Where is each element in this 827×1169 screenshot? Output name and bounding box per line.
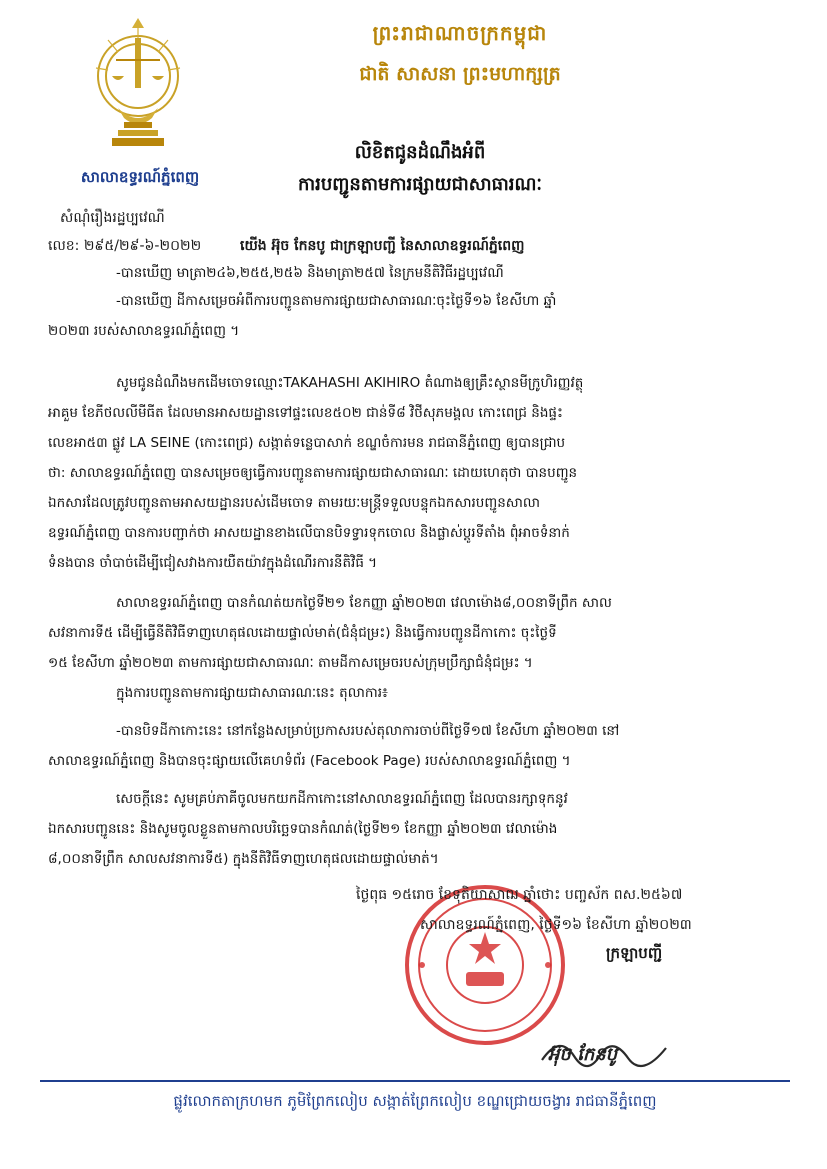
body-line: ក្នុងការបញ្ជូនតាមការផ្សាយជាសាធារណៈនេះ តុលាការ៖ — [116, 685, 388, 701]
body-line: ៨,០០នាទីព្រឹក សាលសវនាការទី៥) ក្នុងនីតិវិធីទាញហេតុផលដោយផ្ទាល់មាត់។ — [48, 851, 439, 867]
body-line: ថា: សាលាឧទ្ធរណ៍ភ្នំពេញ បានសម្រេចឲ្យធ្វើការបញ្ជូនតាមការផ្សាយជាសាធារណៈ ដោយហេតុថា បានបញ្ជូន — [48, 465, 578, 481]
clerk-intro-line: យើង អ៊ុច កែនបូ ជាក្រឡាបញ្ជី នៃសាលាឧទ្ធរណ៍ភ្នំពេញ — [240, 238, 525, 254]
body-line: លេខអា៥៣ ផ្លូវ LA SEINE (កោះពេជ្រ) សង្កាត់ទន្លេបាសាក់ ខណ្ឌចំការមន រាជធានីភ្នំពេញ ឲ្យបានជ្រាប — [48, 435, 566, 451]
body-line: សាលាឧទ្ធរណ៍ភ្នំពេញ និងបានចុះផ្សាយលើគេហទំព័រ (Facebook Page) របស់សាលាឧទ្ធរណ៍ភ្នំពេញ ។ — [48, 753, 571, 769]
body-line: -បានឃើញ ដីកាសម្រេចអំពីការបញ្ជូនតាមការផ្សាយជាសាធារណៈចុះថ្ងៃទី១៦ ខែសីហា ឆ្នាំ — [116, 293, 557, 309]
body-line: សូមជូនដំណឹងមកដើមចោទឈ្មោះTAKAHASHI AKIHIRO តំណាងឲ្យគ្រឹះស្ថានមីក្រូហិរញ្ញវត្ថុ — [116, 375, 584, 391]
national-motto: ជាតិ សាសនា ព្រះមហាក្សត្រ — [359, 63, 561, 85]
body-line: សេចក្តីនេះ សូមគ្រប់ភាគីចូលមកយកដីកាកោះនៅសាលាឧទ្ធរណ៍ភ្នំពេញ ដែលបានរក្សាទុកនូវ — [116, 791, 568, 807]
place-and-date: សាលាឧទ្ធរណ៍ភ្នំពេញ, ថ្ងៃទី១៦ ខែសីហា ឆ្នាំ២០២៣ — [420, 917, 692, 933]
body-line: ឯកសារបញ្ជូននេះ និងសូមចូលខ្លួនតាមកាលបរិច្ឆេទបានកំណត់(ថ្ងៃទី២១ ខែកញ្ញា ឆ្នាំ២០២៣ វេលាម៉ោង — [48, 821, 558, 837]
body-line: សាលាឧទ្ធរណ៍ភ្នំពេញ បានកំណត់យកថ្ងៃទី២១ ខែកញ្ញា ឆ្នាំ២០២៣ វេលាម៉ោង៨,០០នាទីព្រឹក សាល — [116, 595, 612, 611]
body-line: ១៥ ខែសីហា ឆ្នាំ២០២៣ តាមការផ្សាយជាសាធារណៈ តាមដីកាសម្រេចរបស់ក្រុមប្រឹក្សាជំនុំជម្រះ ។ — [48, 655, 533, 671]
body-line: អាគួម ខែភីថលលីមីធីត ដែលមានអាសយដ្ឋានទៅផ្ទះលេខ៥០២ ជាន់ទី៨ វិថីសុភមង្គល កោះពេជ្រ និងផ្ទះ — [48, 405, 563, 421]
body-line: ទំនងបាន ចាំបាច់ដើម្បីជៀសវាងការយឺតយ៉ាវក្នុងដំណើរការនីតិវិធី ។ — [48, 555, 378, 571]
body-line: -បានបិទដីកាកោះនេះ នៅកន្លែងសម្រាប់ប្រកាសរបស់តុលាការចាប់ពីថ្ងៃទី១៧ ខែសីហា ឆ្នាំ២០២៣ នៅ — [116, 723, 620, 739]
document-title: លិខិតជូនដំណឹងអំពី — [354, 142, 486, 163]
court-name: សាលាឧទ្ធរណ៍ភ្នំពេញ — [80, 168, 200, 186]
court-emblem-logo — [88, 18, 188, 166]
body-line: ឧទ្ធរណ៍ភ្នំពេញ បានការបញ្ជាក់ថា អាសយដ្ឋានខាងលើបានបិទទ្វារទុកចោល និងផ្លាស់ប្តូរទីតាំង ពុំអាចទំនាក់ — [48, 525, 570, 541]
body-line: ឯកសារដែលត្រូវបញ្ជូនតាមអាសយដ្ឋានរបស់ដើមចោទ តាមរយៈមន្ត្រីទទួលបន្ទុកឯកសារបញ្ជូនសាលា — [48, 495, 541, 511]
document-subtitle: ការបញ្ជូនតាមការផ្សាយជាសាធារណៈ — [298, 174, 542, 195]
body-line: សវនាការទី៥ ដើម្បីធ្វើនីតិវិធីទាញហេតុផលដោយផ្ទាល់មាត់(ជំនុំជម្រះ) និងធ្វើការបញ្ជូនដីកាកោះ ចុះថ្ងៃទី — [48, 625, 557, 641]
footer-divider — [40, 1080, 790, 1082]
footer-address: ផ្លូវលោកតាក្រហមក ភូមិព្រែកលៀប សង្កាត់ព្រែកលៀប ខណ្ឌជ្រោយចង្វារ រាជធានីភ្នំពេញ — [173, 1092, 657, 1110]
clerk-title: ក្រឡាបញ្ជី — [606, 944, 663, 962]
reference-number: លេខ: ២៩៥/២៩-៦-២០២២ — [48, 238, 202, 254]
body-line: -បានឃើញ មាត្រា២៤៦,២៥៥,២៥៦ និងមាត្រា២៥៧ នៃក្រមនីតិវិធីរដ្ឋប្បវេណី — [116, 265, 504, 281]
signatory-name: អ៊ុច កែនបូ — [548, 1044, 618, 1065]
body-line: ២០២៣ របស់សាលាឧទ្ធរណ៍ភ្នំពេញ ។ — [48, 323, 240, 339]
file-label: សំណុំរឿងរដ្ឋប្បវេណី — [60, 210, 165, 226]
kingdom-title: ព្រះរាជាណាចក្រកម្ពុជា — [372, 21, 548, 45]
lunar-date: ថ្ងៃពុធ ១៥រោច ខែទុតិយាសាឍ ឆ្នាំថោះ បញ្ចស័ក ពស.២៥៦៧ — [356, 887, 683, 903]
